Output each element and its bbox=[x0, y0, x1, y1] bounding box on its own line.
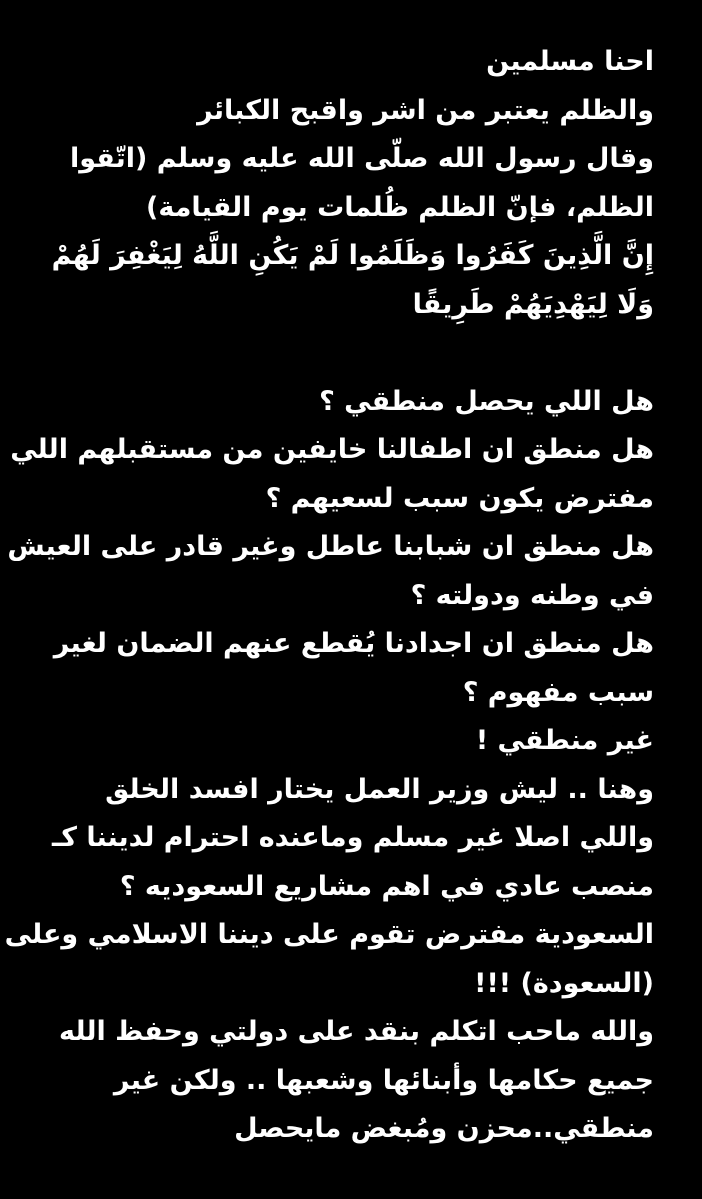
note-line-4: الظلم، فإنّ الظلم ظُلمات يوم القيامة) bbox=[146, 191, 654, 223]
note-line-17: واللي اصلا غير مسلم وماعنده احترام لديننا كـ bbox=[51, 822, 654, 853]
blank-line bbox=[40, 329, 654, 378]
note-line-12: في وطنه ودولته ؟ bbox=[410, 579, 654, 611]
note-line-1: احنا مسلمين bbox=[486, 46, 654, 77]
note-line-2: والظلم يعتبر من اشر واقبح الكبائر bbox=[197, 94, 654, 126]
note-line-19: السعودية مفترض تقوم على ديننا الاسلامي وعلى bbox=[4, 919, 654, 950]
note-line-10: مفترض يكون سبب لسعيهم ؟ bbox=[265, 482, 654, 514]
note-line-22: جميع حكامها وأبنائها وشعبها .. ولكن غير bbox=[113, 1064, 654, 1096]
note-line-3: وقال رسول الله صلّى الله عليه وسلم (اتّقوا bbox=[69, 143, 654, 174]
note-line-6: وَلَا لِيَهْدِيَهُمْ طَرِيقًا bbox=[412, 288, 654, 320]
note-line-9: هل منطق ان اطفالنا خايفين من مستقبلهم اللي bbox=[10, 434, 654, 465]
note-line-14: سبب مفهوم ؟ bbox=[462, 676, 654, 708]
note-line-5: إِنَّ الَّذِينَ كَفَرُوا وَظَلَمُوا لَمْ يَكُنِ اللَّهُ لِيَغْفِرَ لَهُمْ bbox=[51, 240, 654, 271]
note-line-18: منصب عادي في اهم مشاريع السعوديه ؟ bbox=[119, 870, 654, 902]
note-line-21: والله ماحب اتكلم بنقد على دولتي وحفظ الله bbox=[58, 1016, 654, 1047]
note-line-23: منطقي..محزن ومُبغض مايحصل bbox=[234, 1113, 654, 1144]
note-line-20: (السعودة) !!! bbox=[474, 967, 654, 999]
note-line-13: هل منطق ان اجدادنا يُقطع عنهم الضمان لغير bbox=[53, 628, 654, 659]
note-line-8: هل اللي يحصل منطقي ؟ bbox=[319, 385, 654, 417]
note-text bbox=[4, 38, 654, 1154]
note-line-11: هل منطق ان شبابنا عاطل وغير قادر على العيش bbox=[7, 531, 654, 562]
note-line-16: وهنا .. ليش وزير العمل يختار افسد الخلق bbox=[105, 773, 654, 805]
note-line-15: غير منطقي ! bbox=[475, 725, 654, 756]
